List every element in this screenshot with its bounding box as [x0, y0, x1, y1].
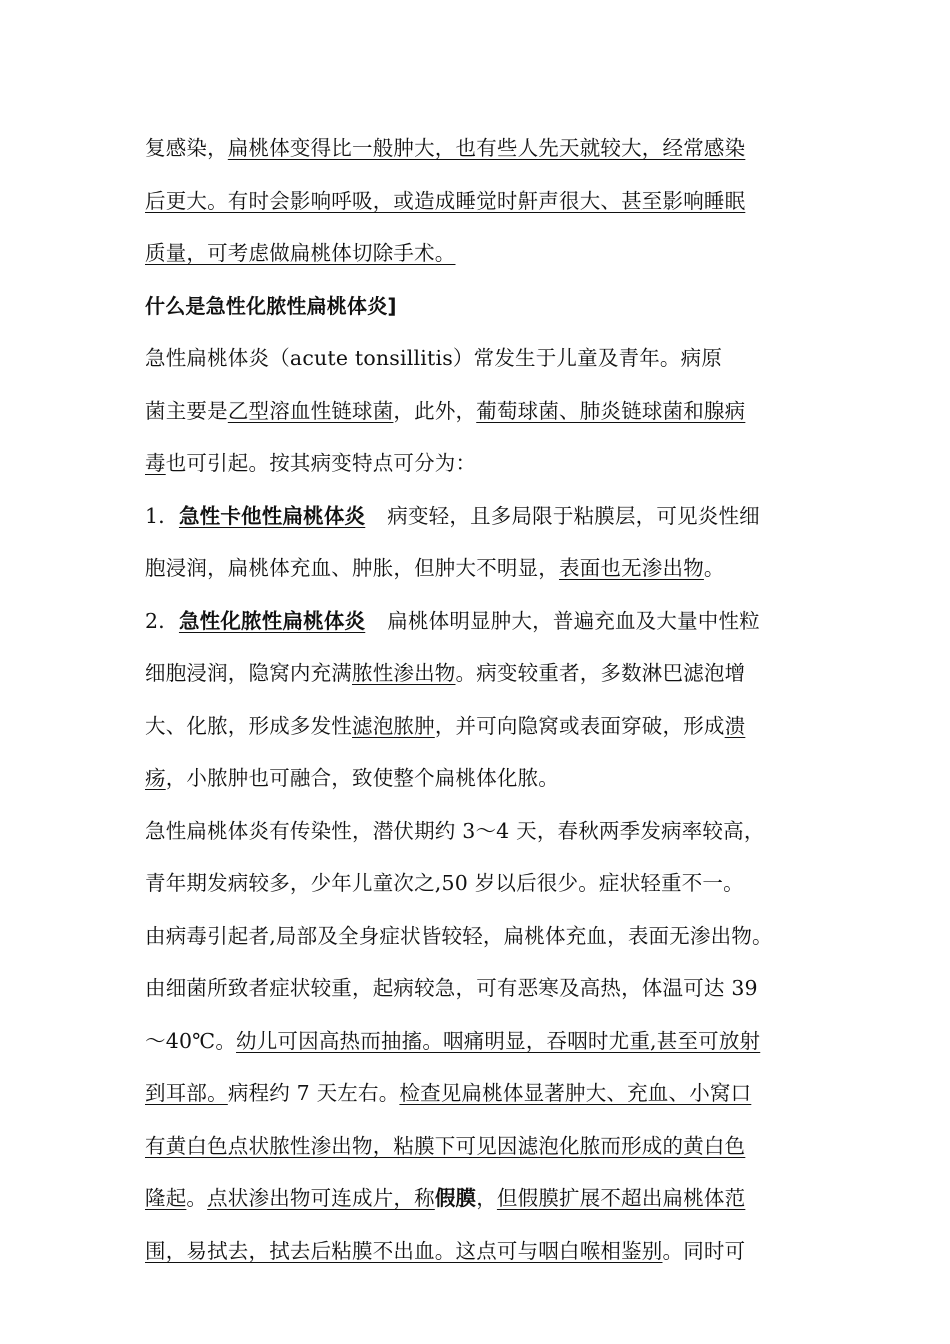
text-run: 病变轻，且多局限于粘膜层，可见炎性细 — [387, 503, 760, 528]
paragraph-line — [145, 805, 825, 858]
underlined-text: 有黄白色点状脓性渗出物，粘膜下可见因滤泡化脓而形成的黄白色 — [145, 1133, 746, 1158]
underlined-text: 溃 — [724, 713, 746, 738]
text-run: 急性扁桃体炎（acute tonsillitis）常发生于儿童及青年。病原 — [145, 346, 723, 370]
underlined-text: 围，易拭去，拭去后粘膜不出血。这点可与咽白喉相鉴别 — [145, 1238, 663, 1263]
paragraph-line — [145, 437, 825, 490]
text-run: 复感染， — [145, 136, 228, 160]
list-item-line — [145, 700, 825, 753]
text-run: 。病变较重者，多数淋巴滤泡增 — [455, 661, 746, 685]
list-item-line — [145, 752, 825, 805]
text-run: 胞浸润，扁桃体充血、肿胀，但肿大不明显， — [145, 556, 559, 580]
paragraph-line — [145, 910, 825, 963]
text-run: 急性扁桃体炎有传染性，潜伏期约 3～4 天，春秋两季发病率较高， — [145, 818, 765, 843]
text-run: ，小脓肿也可融合，致使整个扁桃体化脓。 — [165, 766, 560, 790]
list-item-title: 急性卡他性扁桃体炎 — [178, 503, 366, 528]
text-run: 。 — [703, 556, 725, 580]
text-run: ，并可向隐窝或表面穿破，形成 — [434, 713, 725, 738]
bold-term: 假膜 — [434, 1186, 477, 1210]
text-run: 病程约 7 天左右。 — [227, 1081, 400, 1105]
paragraph-line — [145, 1015, 825, 1068]
text-run: 青年期发病较多，少年儿童次之,50 岁以后很少。症状轻重不一。 — [145, 871, 744, 895]
text-run: ，此外， — [393, 398, 477, 423]
list-item-line — [145, 647, 825, 700]
underlined-text: 后更大。有时会影响呼吸，或造成睡觉时鼾声很大、甚至影响睡眠 — [145, 188, 746, 213]
text-run: 细胞浸润，隐窝内充满 — [145, 661, 352, 685]
underlined-text: 滤泡脓肿 — [352, 713, 435, 738]
list-item-line — [145, 490, 825, 543]
text-run: 也可引起。按其病变特点可分为： — [165, 451, 477, 475]
heading-text: 什么是急性化脓性扁桃体炎] — [145, 293, 397, 318]
underlined-text: 质量，可考虑做扁桃体切除手术。 — [145, 241, 456, 265]
text-run: 由细菌所致者症状较重，起病较急，可有恶寒及高热，体温可达 39 — [145, 976, 758, 1000]
paragraph-line — [145, 385, 825, 438]
paragraph-line — [145, 962, 825, 1015]
paragraph-line — [145, 1172, 825, 1225]
underlined-text: 幼儿可因高热而抽搐。咽痛明显，吞咽时尤重,甚至可放射 — [236, 1028, 761, 1053]
paragraph-line — [145, 1225, 825, 1278]
paragraph-line — [145, 332, 825, 385]
text-run: ， — [476, 1186, 497, 1210]
list-item-line — [145, 542, 825, 595]
underlined-text: 扁桃体变得比一般肿大，也有些人先天就较大，经常感染 — [227, 136, 746, 160]
underlined-text: 检查见扁桃体显著肿大、充血、小窝口 — [399, 1081, 752, 1105]
underlined-text: 点状渗出物可连成片，称 — [207, 1186, 435, 1210]
underlined-text: 葡萄球菌、肺炎链球菌和腺病 — [476, 398, 746, 423]
text-run: 由病毒引起者,局部及全身症状皆较轻，扁桃体充血，表面无渗出物。 — [145, 923, 773, 948]
text-run: ～40℃。 — [145, 1028, 237, 1053]
underlined-text: 脓性渗出物 — [352, 661, 456, 685]
text-run: 菌主要是 — [145, 398, 228, 423]
underlined-text: 乙型溶血性链球菌 — [227, 398, 394, 423]
text-run: 。同时可 — [662, 1238, 746, 1263]
underlined-text: 隆起 — [145, 1186, 187, 1210]
underlined-text: 到耳部。 — [145, 1081, 228, 1105]
text-run: 大、化脓，形成多发性 — [145, 713, 352, 738]
document-page — [145, 122, 825, 1277]
paragraph-line — [145, 1120, 825, 1173]
paragraph-line — [145, 1067, 825, 1120]
section-heading — [145, 280, 825, 333]
text-run: 扁桃体明显肿大，普遍充血及大量中性粒 — [387, 608, 760, 633]
paragraph-line — [145, 857, 825, 910]
list-number: 1． — [145, 503, 179, 528]
list-item-title: 急性化脓性扁桃体炎 — [178, 608, 366, 633]
text-run: 。 — [186, 1186, 208, 1210]
underlined-text: 但假膜扩展不超出扁桃体范 — [496, 1186, 746, 1210]
paragraph-line — [145, 175, 825, 228]
underlined-text: 疡 — [145, 766, 166, 790]
list-item-line — [145, 595, 825, 648]
list-number: 2． — [145, 608, 179, 633]
underlined-text: 毒 — [145, 451, 166, 475]
underlined-text: 表面也无渗出物 — [559, 556, 704, 580]
paragraph-line — [145, 122, 825, 175]
paragraph-line — [145, 227, 825, 280]
